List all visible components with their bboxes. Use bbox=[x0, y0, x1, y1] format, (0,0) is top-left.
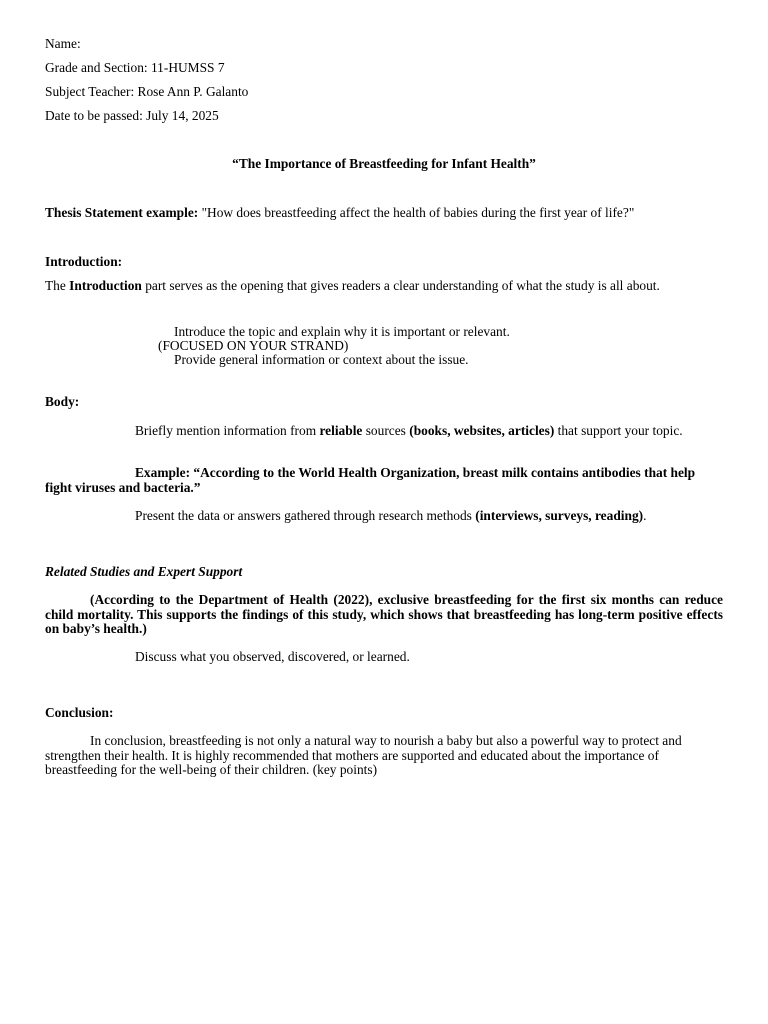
body-p3-methods: (interviews, surveys, reading) bbox=[475, 508, 644, 523]
body-p3-a: Present the data or answers gathered through research methods bbox=[135, 508, 476, 523]
introduction-item-1: Introduce the topic and explain why it is important or relevant. bbox=[174, 324, 510, 339]
thesis-text: "How does breastfeeding affect the health of babies during the first year of life?" bbox=[198, 205, 635, 220]
related-studies-paragraph: (According to the Department of Health (2022), exclusive breastfeeding for the first six months can reduce child mortality. This supports the findings of this study, which shows that breastfeeding has long-term positive effects on baby’s health.) bbox=[45, 592, 723, 636]
name-line: Name: bbox=[45, 36, 81, 51]
intro-prefix: The bbox=[45, 278, 70, 293]
conclusion-heading: Conclusion: bbox=[45, 705, 114, 720]
body-paragraph-1 bbox=[45, 424, 723, 439]
introduction-item-2: Provide general information or context about the issue. bbox=[174, 352, 469, 367]
body-p1-e: that support your topic. bbox=[554, 423, 683, 438]
related-studies-heading: Related Studies and Expert Support bbox=[45, 564, 243, 579]
conclusion-paragraph: In conclusion, breastfeeding is not only a natural way to nourish a baby but also a powerful way to protect and strengthen their health. It is highly recommended that mothers are supported and educated about the importance of breastfeeding for the well-being of their children. (key points) bbox=[45, 733, 682, 777]
body-example: Example: “According to the World Health Organization, breast milk contains antibodies that help fight viruses and bacteria.” bbox=[45, 465, 696, 495]
introduction-paragraph bbox=[45, 279, 723, 294]
body-paragraph-3 bbox=[135, 509, 646, 524]
body-p1-c: sources bbox=[362, 423, 410, 438]
introduction-focus-note: (FOCUSED ON YOUR STRAND) bbox=[158, 338, 349, 353]
thesis-statement bbox=[45, 206, 634, 221]
body-p1-reliable: reliable bbox=[319, 423, 363, 438]
date-passed-line: Date to be passed: July 14, 2025 bbox=[45, 108, 219, 123]
related-discuss-line: Discuss what you observed, discovered, or learned. bbox=[135, 649, 410, 664]
introduction-heading: Introduction: bbox=[45, 254, 123, 269]
intro-rest: part serves as the opening that gives readers a clear understanding of what the study is all about. bbox=[141, 278, 660, 293]
grade-section-line: Grade and Section: 11-HUMSS 7 bbox=[45, 60, 225, 75]
intro-bold-word: Introduction bbox=[69, 278, 142, 293]
thesis-label: Thesis Statement example: bbox=[45, 205, 199, 220]
subject-teacher-line: Subject Teacher: Rose Ann P. Galanto bbox=[45, 84, 249, 99]
body-p1-sources: (books, websites, articles) bbox=[409, 423, 555, 438]
body-p1-a: Briefly mention information from bbox=[135, 423, 320, 438]
body-p3-c: . bbox=[643, 508, 647, 523]
body-heading: Body: bbox=[45, 394, 80, 409]
document-title: “The Importance of Breastfeeding for Infant Health” bbox=[232, 156, 536, 171]
